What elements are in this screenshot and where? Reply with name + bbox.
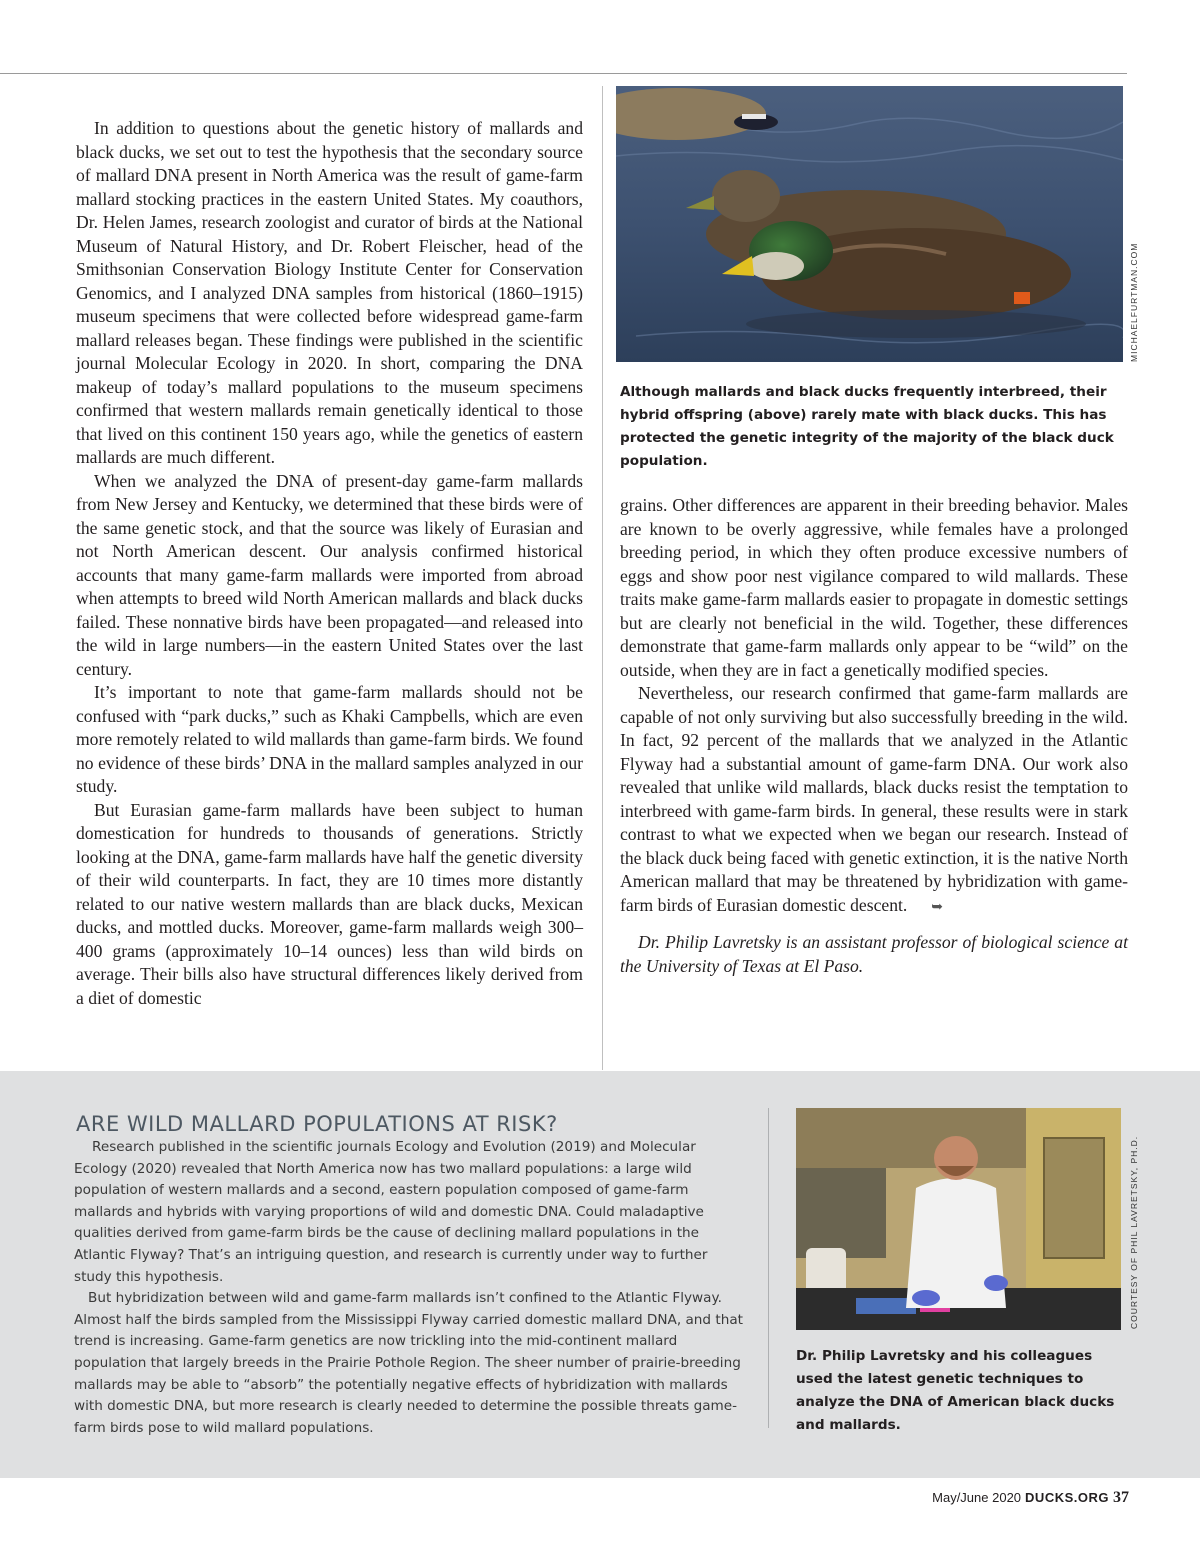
ducks-photo: [616, 86, 1123, 362]
site-name: DUCKS.ORG: [1025, 1490, 1109, 1505]
article-paragraph: grains. Other differences are apparent in their breeding behavior. Males are known to be overly aggressive, while females have a prolonged breeding period, in which they often produce excessive numbers of eggs and show poor nest vigilance compared to wild mallards. These traits make game-farm mallards easier to propagate in domestic settings but are clearly not beneficial in the wild. Together, these differences demonstrate that game-farm mallards only appear to be “wild” on the outside, when they are in fact a genetically modified species.: [620, 495, 1128, 680]
sidebar-title: ARE WILD MALLARD POPULATIONS AT RISK?: [76, 1112, 558, 1136]
sidebar-paragraph: Research published in the scientific journals Ecology and Evolution (2019) and Molecular Ecology (2020) revealed that North America now has two mallard populations: a large wild population of western mallards and a second, eastern population composed of game-farm mallards and hybrids with varying proportions of wild and domestic DNA. Could maladaptive qualities derived from game-farm birds be the cause of declining mallard populations in the Atlantic Flyway? That’s an intriguing question, and research is currently under way to further study this hypothesis.: [74, 1139, 708, 1285]
photo-caption: Dr. Philip Lavretsky and his colleagues used the latest genetic techniques to analyze the DNA of American black ducks and mallards.: [796, 1348, 1115, 1433]
issue-date: May/June 2020: [932, 1490, 1022, 1505]
sidebar-text: [74, 1137, 746, 1439]
author-bio: Dr. Philip Lavretsky is an assistant professor of biological science at the University of Texas at El Paso.: [620, 932, 1128, 976]
sidebar-divider: [768, 1108, 769, 1428]
page-footer: [932, 1489, 1129, 1507]
photo-credit: COURTESY OF PHIL LAVRETSKY, PH.D.: [1129, 1135, 1139, 1329]
page-number: 37: [1113, 1489, 1129, 1506]
article-paragraph: When we analyzed the DNA of present-day game-farm mallards from New Jersey and Kentucky, we determined that these birds were of the same genetic stock, and that the source was likely of Eurasian and not North American descent. Our analysis confirmed historical accounts that many game-farm mallards were imported from abroad when attempts to breed wild North American mallards and black ducks failed. These nonnative birds have been propagated—and released into the wild in large numbers—in the eastern United States over the last century.: [76, 470, 583, 679]
article-paragraph: It’s important to note that game-farm mallards should not be confused with “park ducks,” such as Khaki Campbells, which are even more remotely related to wild mallards than game-farm birds. We found no evidence of these birds’ DNA in the mallard samples analyzed in our study.: [76, 682, 583, 796]
photo-caption: Although mallards and black ducks frequently interbreed, their hybrid offspring (above) rarely mate with black ducks. This has protected the genetic integrity of the majority of the black duck population.: [620, 384, 1114, 469]
sidebar-paragraph: But hybridization between wild and game-farm mallards isn’t confined to the Atlantic Flyway. Almost half the birds sampled from the Mississippi Flyway carried domestic mallard DNA, and that trend is increasing. Game-farm genetics are now trickling into the mid-continent mallard population that largely breeds in the Prairie Pothole Region. The sheer number of prairie-breeding mallards may be able to “absorb” the potentially negative effects of hybridization with mallards with domestic DNA, but more research is clearly needed to determine the possible threats game-farm birds pose to wild mallard populations.: [74, 1290, 743, 1436]
article-paragraph: In addition to questions about the genetic history of mallards and black ducks, we set out to test the hypothesis that the secondary source of mallard DNA present in North America was the result of game-farm mallard stocking practices in the eastern United States. My coauthors, Dr. Helen James, research zoologist and curator of birds at the National Museum of Natural History, and Dr. Robert Fleischer, head of the Smithsonian Conservation Biology Institute Center for Conservation Genomics, and I analyzed DNA samples from historical (1860–1915) museum specimens that were collected before widespread game-farm mallard releases began. These findings were published in the scientific journal Molecular Ecology in 2020. In short, comparing the DNA makeup of today’s mallard populations to the museum specimens confirmed that western mallards remain genetically identical to those that lived on this continent 150 years ago, while the genetics of eastern mallards are much different.: [76, 118, 583, 467]
column-divider: [602, 86, 603, 1070]
article-paragraph: But Eurasian game-farm mallards have been subject to human domestication for hundreds to thousands of generations. Strictly looking at the DNA, game-farm mallards have half the genetic diversity of their wild counterparts. In fact, they are 10 times more distantly related to our native western mallards than are black ducks, Mexican ducks, and mottled ducks. Moreover, game-farm mallards weigh 300–400 grams (approximately 10–14 ounces) less than wild birds on average. Their bills also have structural differences likely derived from a diet of domestic: [76, 799, 583, 1008]
photo-credit: MICHAELFURTMAN.COM: [1129, 242, 1139, 362]
article-paragraph: [620, 682, 1128, 919]
article-column-right: [620, 494, 1128, 978]
article-paragraph-text: Nevertheless, our research confirmed that game-farm mallards are capable of not only surviving but also successfully breeding in the wild. In fact, 92 percent of the mallards that we analyzed in the Atlantic Flyway had a substantial amount of game-farm DNA. Our work also revealed that unlike wild mallards, black ducks resist the temptation to interbreed with game-farm birds. In general, these results were in stark contrast to what we expected when we began our research. Instead of the black duck being faced with genetic extinction, it is the native North American mallard that may be threatened by hybridization with game-farm birds of Eurasian domestic descent.: [620, 683, 1128, 915]
top-rule: [0, 73, 1127, 74]
article-column-left: [76, 117, 583, 1010]
lab-photo: [796, 1108, 1121, 1330]
duck-head-icon: ➥: [931, 899, 944, 915]
